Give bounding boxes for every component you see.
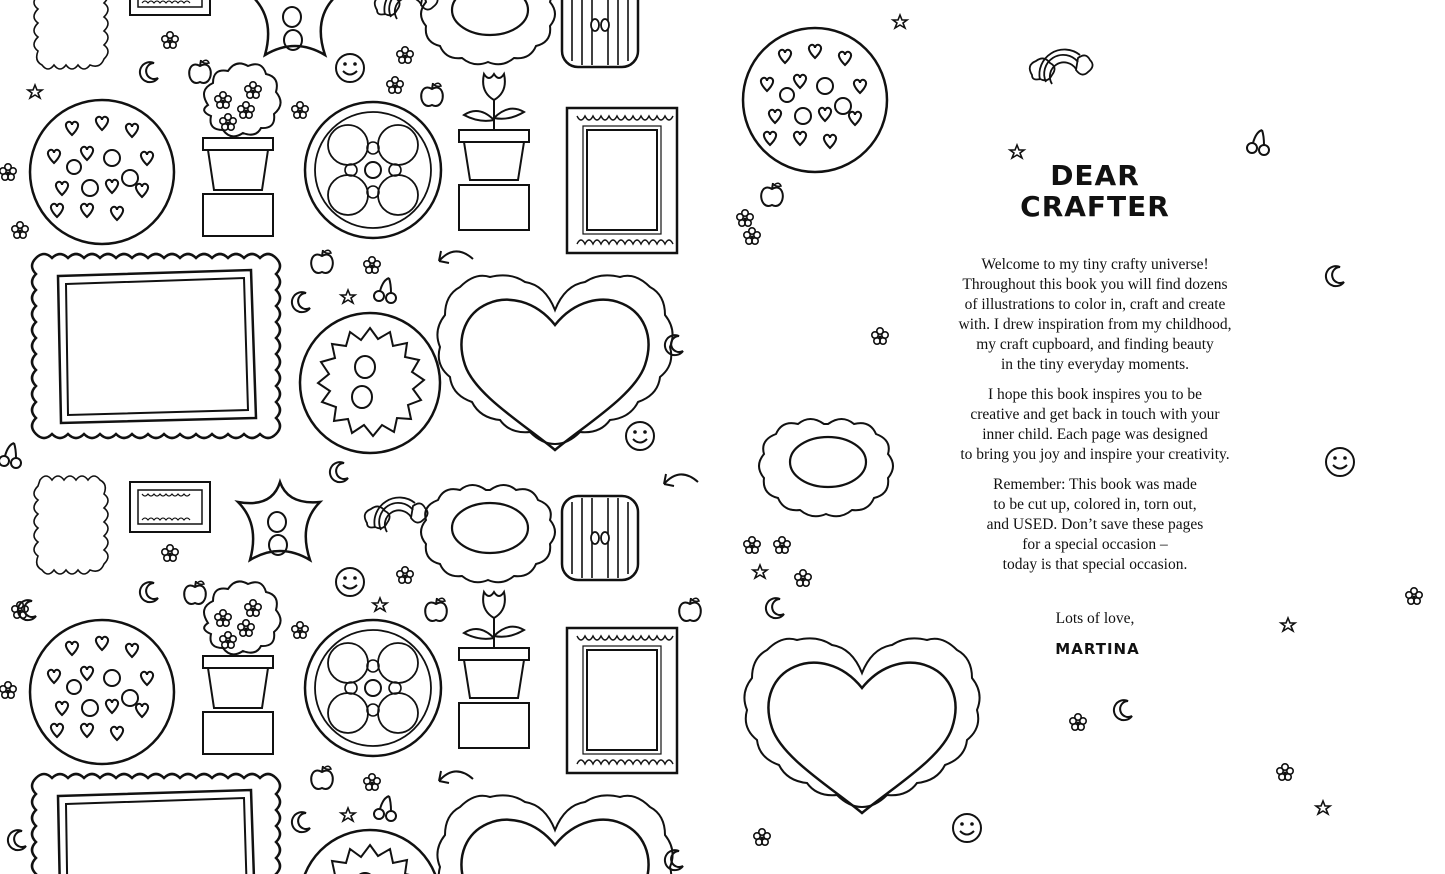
text-line: in the tiny everyday moments.: [1000, 356, 1190, 373]
signature: MARTINA: [1055, 640, 1140, 658]
text-line: inner child. Each page was designed: [982, 426, 1208, 443]
title-line-2: CRAFTER: [1020, 190, 1170, 223]
text-line: Remember: This book was made: [993, 476, 1197, 493]
paragraph-hope: [905, 385, 1285, 465]
text-line: I hope this book inspires you to be: [988, 386, 1202, 403]
paragraph-welcome: [905, 255, 1285, 375]
title-line-1: DEAR: [1050, 159, 1140, 192]
text-line: my craft cupboard, and finding beauty: [976, 336, 1214, 353]
text-line: for a special occasion –: [1022, 536, 1168, 553]
text-line: today is that special occasion.: [1002, 556, 1188, 573]
text-line: of illustrations to color in, craft and create: [964, 296, 1226, 313]
letter-body: [905, 255, 1285, 585]
paragraph-remember: [905, 475, 1285, 575]
page-title: [1010, 160, 1180, 222]
text-line: creative and get back in touch with your: [970, 406, 1220, 423]
text-line: Welcome to my tiny crafty universe!: [981, 256, 1209, 273]
closing-text: Lots of love,: [1055, 610, 1135, 627]
text-line: with. I drew inspiration from my childhood,: [958, 316, 1232, 333]
text-line: Throughout this book you will find dozens: [962, 276, 1228, 293]
text-line: to bring you joy and inspire your creativity.: [960, 446, 1230, 463]
text-line: and USED. Don’t save these pages: [986, 516, 1204, 533]
text-line: to be cut up, colored in, torn out,: [993, 496, 1197, 513]
left-page-pattern: [0, 0, 701, 874]
